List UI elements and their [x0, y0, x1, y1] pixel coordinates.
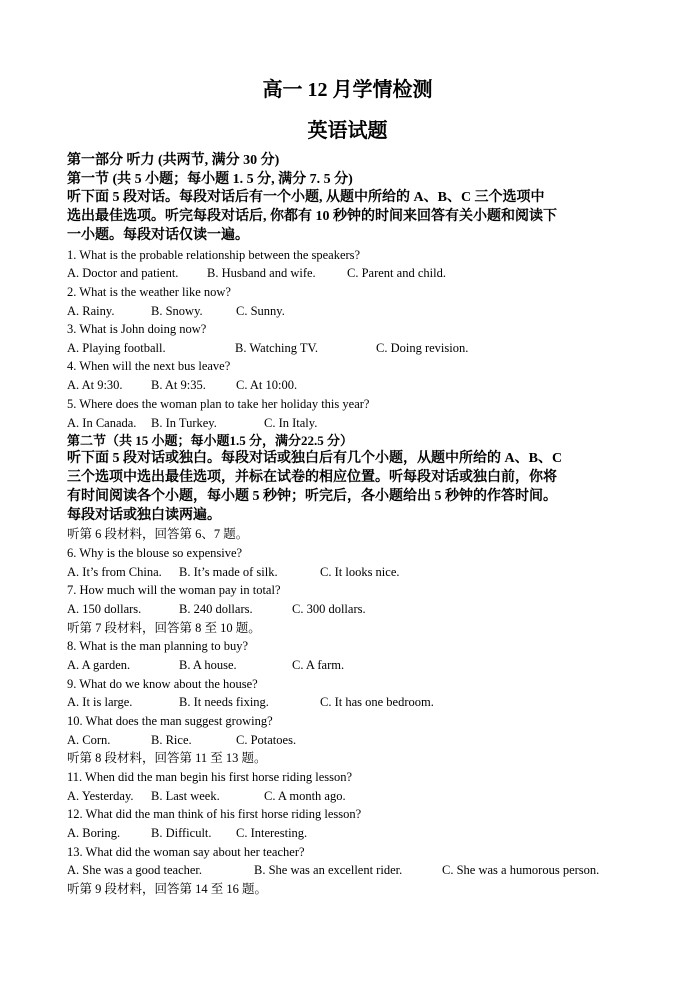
question-text: 5. Where does the woman plan to take her holiday this year? [67, 397, 370, 411]
option-a: A. Yesterday. [67, 789, 134, 803]
option-b: B. Husband and wife. [207, 266, 316, 280]
option-c: C. 300 dollars. [292, 602, 366, 616]
option-a: A. It is large. [67, 695, 133, 709]
question-text: 13. What did the woman say about her teacher? [67, 845, 305, 859]
option-c: C. A farm. [292, 658, 345, 672]
option-a: A. A garden. [67, 658, 131, 672]
section2-instruction-line: 有时间阅读各个小题，每小题 5 秒钟；听完后，各小题给出 5 秒钟的作答时间。 [67, 489, 557, 504]
option-c: C. It has one bedroom. [320, 695, 434, 709]
question-text: 2. What is the weather like now? [67, 285, 231, 299]
section2-instruction-line: 三个选项中选出最佳选项，并标在试卷的相应位置。听每段对话或独白前，你将 [67, 470, 557, 485]
option-c: C. In Italy. [264, 416, 318, 430]
section1-instruction-line: 听下面 5 段对话。每段对话后有一个小题, 从题中所给的 A、B、C 三个选项中 [67, 190, 545, 205]
section2-instruction-line: 听下面 5 段对话或独白。每段对话或独白后有几个小题，从题中所给的 A、B、C [67, 451, 563, 466]
option-a: A. It’s from China. [67, 565, 162, 579]
option-b: B. Difficult. [151, 826, 212, 840]
exam-title: 高一 12 月学情检测 [262, 79, 433, 101]
option-a: A. 150 dollars. [67, 602, 142, 616]
section2-heading: 第二节（共 15 小题；每小题1.5 分，满分22.5 分） [67, 433, 354, 448]
question-text: 4. When will the next bus leave? [67, 359, 231, 373]
question-text: 6. Why is the blouse so expensive? [67, 546, 243, 560]
question-text: 10. What does the man suggest growing? [67, 714, 273, 728]
option-c: C. Sunny. [236, 304, 285, 318]
part1-heading: 第一部分 听力 (共两节, 满分 30 分) [67, 153, 280, 168]
option-b: B. Snowy. [151, 304, 203, 318]
option-a: A. Doctor and patient. [67, 266, 179, 280]
option-c: C. Parent and child. [347, 266, 446, 280]
exam-subtitle: 英语试题 [307, 120, 388, 142]
option-b: B. 240 dollars. [179, 602, 253, 616]
option-a: A. Playing football. [67, 341, 166, 355]
question-text: 7. How much will the woman pay in total? [67, 583, 281, 597]
option-b: B. It needs fixing. [179, 695, 269, 709]
option-b: B. Last week. [151, 789, 220, 803]
question-text: 3. What is John doing now? [67, 322, 207, 336]
material-instruction: 听第 6 段材料，回答第 6、7 题。 [67, 527, 249, 541]
section1-instruction-line: 选出最佳选项。听完每段对话后, 你都有 10 秒钟的时间来回答有关小题和阅读下 [67, 209, 557, 224]
option-c: C. A month ago. [264, 789, 346, 803]
option-c: C. Doing revision. [376, 341, 469, 355]
option-b: B. She was an excellent rider. [254, 863, 403, 877]
section1-heading: 第一节 (共 5 小题；每小题 1. 5 分, 满分 7. 5 分) [67, 172, 353, 187]
material-instruction: 听第 8 段材料，回答第 11 至 13 题。 [67, 751, 267, 765]
option-b: B. It’s made of silk. [179, 565, 278, 579]
material-instruction: 听第 7 段材料，回答第 8 至 10 题。 [67, 621, 261, 635]
question-text: 12. What did the man think of his first horse riding lesson? [67, 807, 362, 821]
question-text: 9. What do we know about the house? [67, 677, 258, 691]
option-c: C. Potatoes. [236, 733, 297, 747]
option-a: A. Rainy. [67, 304, 115, 318]
option-b: B. In Turkey. [151, 416, 217, 430]
option-c: C. She was a humorous person. [442, 863, 600, 877]
option-b: B. Rice. [151, 733, 192, 747]
option-a: A. At 9:30. [67, 378, 123, 392]
option-a: A. Boring. [67, 826, 121, 840]
material-instruction: 听第 9 段材料，回答第 14 至 16 题。 [67, 882, 268, 896]
option-b: B. At 9:35. [151, 378, 206, 392]
option-b: B. A house. [179, 658, 237, 672]
option-b: B. Watching TV. [235, 341, 319, 355]
section2-instruction-line: 每段对话或独白读两遍。 [67, 508, 221, 523]
question-text: 1. What is the probable relationship between the speakers? [67, 248, 361, 262]
option-c: C. It looks nice. [320, 565, 400, 579]
section1-instruction-line: 一小题。每段对话仅读一遍。 [67, 228, 249, 243]
option-c: C. Interesting. [236, 826, 308, 840]
question-text: 11. When did the man begin his first horse riding lesson? [67, 770, 353, 784]
option-a: A. Corn. [67, 733, 111, 747]
question-text: 8. What is the man planning to buy? [67, 639, 248, 653]
option-c: C. At 10:00. [236, 378, 298, 392]
option-a: A. In Canada. [67, 416, 137, 430]
option-a: A. She was a good teacher. [67, 863, 203, 877]
